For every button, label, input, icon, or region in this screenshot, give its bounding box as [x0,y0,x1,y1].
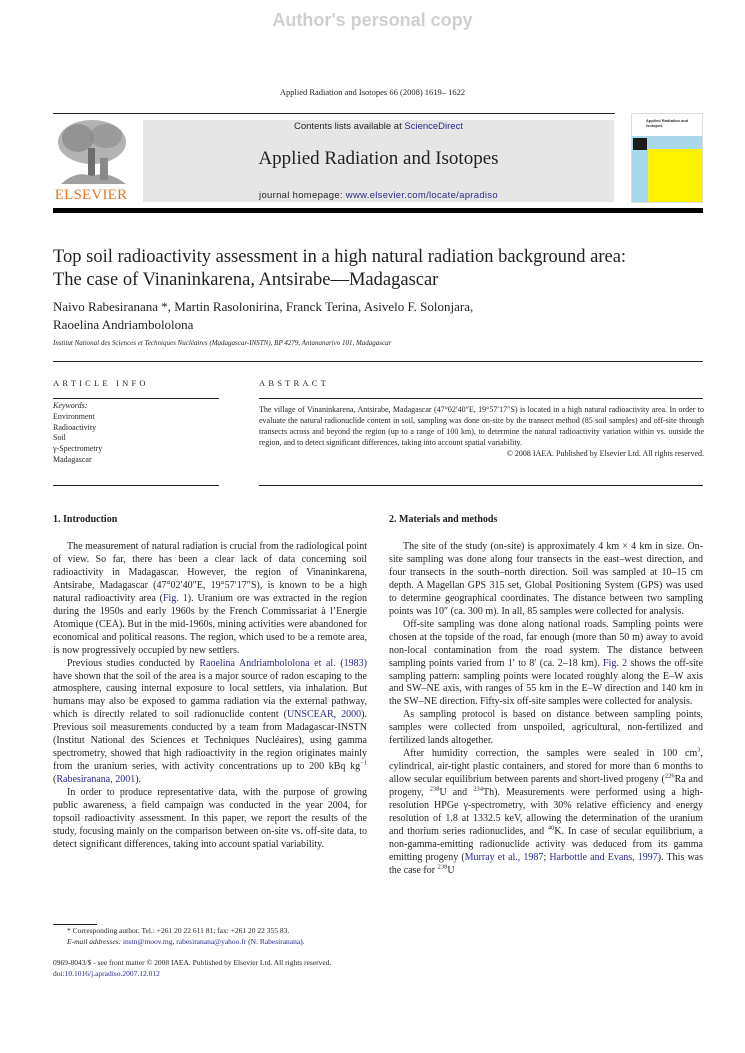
tree-logo-icon [56,118,128,186]
intro-paragraph-1: The measurement of natural radiation is crucial from the radiological point of view. So far, there has been a clear lack of data concerning soil radioactivity in Madagascar. However, the region of Vinaninkarena, Antsirabe, Madagascar (47°02′40″E, 19°57′17″S), is known to be a high natural radioactivity area (Fig. 1). Uranium ore was extracted in the region during the 1950s and early 1960s by the French Commissariat à l’Energie Atomique (CEA). But in the mid-1960s, mining activities were abandoned for economical and political reasons. The region, which used to be a remote area, is now progressively occupied by new settlers. [53,541,367,656]
sciencedirect-link[interactable]: ScienceDirect [404,121,463,132]
abstract-bottom-rule [259,485,703,486]
cover-title: Applied Radiation and Isotopes [646,118,689,128]
intro-paragraph-2: Previous studies conducted by Raoelina Andriambololona et al. (1983) have shown that the soil of the area is a major source of radon escaping to the atmosphere, causing internal exposure to local settlers, via inhalation. But humans may also be exposed to gamma radiation via the external pathway, which is directly related to soil radionuclide content (UNSCEAR, 2000). Previous soil measurements conducted by a team from Madagascar-INSTN (Institut National des Sciences et Techniques Nucléaires), using gamma spectrometry, showed that high radioactivity in the region originates mainly from the uranium series, with activity concentrations up to 200 kBq $kg^{-1}$ (Rabesiranana, 2001). [53,657,367,786]
intro-paragraph-3: In order to produce representative data, with the purpose of growing public awareness, a field campaign was conducted in the year 2004, for topsoil radioactivity assessment. In this paper, we report the results of the study, focusing mainly on the comparison between on-site vs. off-site data, to detect significant differences, taking into account spatial variability. [53,787,367,850]
abstract [259,405,704,460]
running-head: Applied Radiation and Isotopes 66 (2008) 1619– 1622 [279,87,466,97]
homepage-line [143,190,614,201]
issn-block [53,958,453,979]
keyword: Radioactivity [53,422,97,432]
keyword: γ-Spectrometry [53,444,103,454]
abstract-top-rule [259,398,703,399]
corresponding-author: * Corresponding author. Tel.: +261 20 22 611 81; fax: +261 20 22 355 83. [67,926,290,935]
doi-line: doi:10.1016/j.apradiso.2007.12.012 [53,968,160,978]
keyword: Environment [53,411,95,421]
citation-link[interactable]: Murray et al., 1987 [464,851,544,863]
doi-link[interactable]: 10.1016/j.apradiso.2007.12.012 [64,968,160,978]
citation-link[interactable]: UNSCEAR, 2000 [286,709,362,721]
abstract-text: The village of Vinaninkarena, Antsirabe, Madagascar (47°02′40″E, 19°57′17″S) is located in a high natural radioactivity area. In order to evaluate the natural radionuclide content in soil, sampling was done on-site by the transect method (85 soil samples) and off-site through transects across and beyond the region (up to a range of 100 km), to determine the natural radioactivity variation within vs. outside the region, and to detect significant differences, taking into account spatial variability. [259,405,704,447]
elsevier-logo [53,118,129,204]
abstract-label: ABSTRACT [259,378,329,388]
article-info-top-rule [53,398,219,399]
issn-line: 0969-8043/$ - see front matter © 2008 IAEA. Published by Elsevier Ltd. All rights reserved. [53,958,332,967]
title-line-1: Top soil radioactivity assessment in a high natural radiation background area: [53,247,627,267]
cover-atom-icon [633,138,647,150]
email-link[interactable]: rabesiranana@yahoo.fr (N. Rabesiranana) [176,936,303,946]
footnote [53,926,383,947]
watermark: Author's personal copy [272,10,473,30]
keyword: Soil [53,433,66,443]
contents-prefix: Contents lists available at [294,121,405,132]
title-block-rule [53,361,703,362]
journal-title: Applied Radiation and Isotopes [258,148,499,169]
methods-paragraph-4: After humidity correction, the samples were sealed in 100 $cm^3$, cylindrical, air-tight plastic containers, and stored for more than 6 months to allow secular equilibrium between parents and short-lived progeny ($^{226}$Ra and progeny, $^{238}$U and $^{234}$Th). Measurements were performed using a high-resolution HPGe γ-spectrometry, with 30% relative efficiency and energy resolution of 1.8 at 1332.5 keV, allowing the determination of the uranium and thorium series radionuclides, and $^{40}$K. In case of secular equilibrium, a non-gamma-emitting radionuclide activity was deduced from its gamma emitting progeny (Murray et al., 1987; Harbottle and Evans, 1997). This was the case for $^{238}$U [389,746,703,876]
section-heading-methods: 2. Materials and methods [389,514,498,525]
homepage-link[interactable]: www.elsevier.com/locate/apradiso [345,190,498,201]
methods-column [389,541,703,878]
journal-cover [631,113,703,203]
methods-paragraph-2: Off-site sampling was done along national roads. Sampling points were chosen at the topside of the road, far enough (more than 50 m) away to avoid non-local contamination from the road system. The distance between sampling points varied from 1′ to 8′ (ca. 2–18 km). Fig. 2 shows the off-site sampling pattern: sampling points were located roughly along the E–W axis and SW–NE axis, with ranges of 55 km in the E–W direction and 140 km in the SW–NE direction. Fifty-six off-site samples were collected for analysis. [389,618,704,708]
affiliation: Institut National des Sciences et Techniques Nucléaires (Madagascar-INSTN), BP 4279, Antananarivo 101, Madagascar [53,339,392,347]
article-info-label: ARTICLE INFO [53,378,149,388]
methods-paragraph-1: The site of the study (on-site) is approximately 4 km × 4 km in size. On-site sampling was done along four transects in the east–west direction, and four transects in the south–north direction. Soil was sampled at 10–15 cm depth. A Magellan GPS 315 set, Global Positioning System (GPS) was used to determine geographical coordinates. The distance between two sampling points was 10″ (ca. 300 m). In all, 85 samples were collected for analysis. [389,541,703,617]
authors [53,298,713,334]
citation-link[interactable]: Raoelina Andriambololona et al. (1983) [199,657,367,669]
cover-yellow-panel [648,149,702,202]
section-heading-introduction: 1. Introduction [53,514,118,525]
contents-line [143,121,614,132]
article-title [53,246,713,292]
masthead-bottom-rule [53,208,703,213]
introduction-column [53,541,367,852]
email-link[interactable]: instn@moov.mg [122,936,173,946]
keyword: Madagascar [53,454,92,464]
keywords-list [53,401,223,466]
citation-link[interactable]: Harbottle and Evans, 1997 [549,851,658,863]
homepage-prefix: journal homepage: [259,190,346,201]
fig1-link[interactable]: Fig. 1 [163,592,188,604]
article-info-bottom-rule [53,485,219,486]
email-addresses: E-mail addresses: instn@moov.mg, rabesiranana@yahoo.fr (N. Rabesiranana). [67,936,305,946]
masthead-top-rule [53,113,615,114]
methods-paragraph-3: As sampling protocol is based on distance between sampling points, samples were collected from unspoiled, agricultural, non-fertilized and fertilized lands altogether. [389,709,703,747]
keywords-label: Keywords: [53,401,88,410]
citation-link[interactable]: Rabesiranana, 2001 [56,774,136,786]
abstract-copyright: © 2008 IAEA. Published by Elsevier Ltd. All rights reserved. [506,448,704,458]
authors-line-2: Raoelina Andriambololona [53,317,194,332]
fig2-link[interactable]: Fig. 2 [603,657,628,669]
title-line-2: The case of Vinaninkarena, Antsirabe—Madagascar [53,270,439,290]
authors-line-1: Naivo Rabesiranana *, Martin Rasolonirina, Franck Terina, Asivelo F. Solonjara, [53,299,474,314]
elsevier-wordmark: ELSEVIER [54,187,128,203]
footnote-rule [53,924,97,925]
